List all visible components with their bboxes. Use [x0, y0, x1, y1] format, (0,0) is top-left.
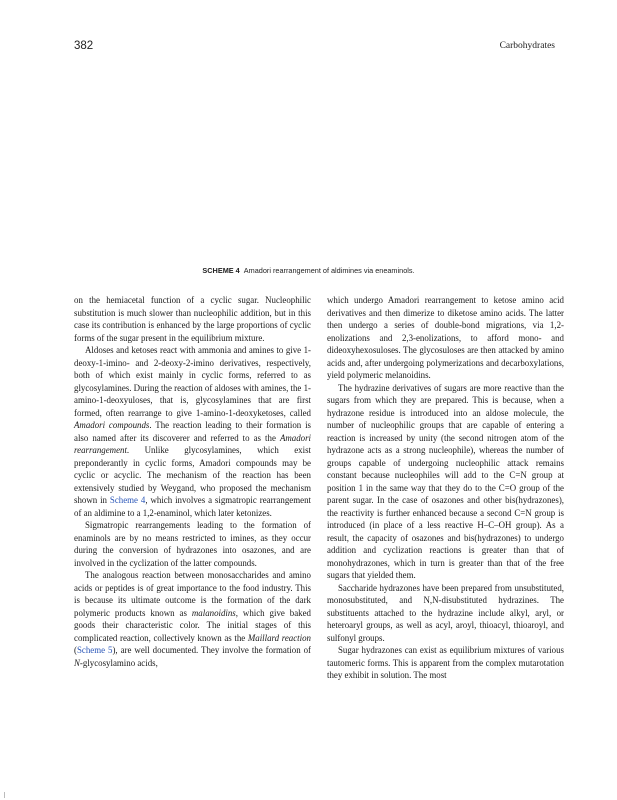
paragraph: Sugar hydrazones can exist as equilibrium mixtures of various tautomeric forms. This is apparent from the complex mutarotation they exhibit in solution. The most — [327, 645, 564, 680]
page-number: 382 — [74, 40, 94, 52]
text-run: ), are well documented. They involve the formation of — [112, 645, 311, 655]
term-malanoidins: malanoidins — [191, 607, 236, 618]
text-run: . Unlike glycosylamines, which exist preponderantly in cyclic forms, Amadori compounds may be cyclic or acyclic. The mechanism of the reaction has been extensively studied by Weygand, who proposed the mechanism shown in — [74, 445, 311, 505]
scheme-4-link[interactable]: Scheme 4 — [109, 495, 146, 505]
paragraph: Saccharide hydrazones have been prepared from unsubstituted, monosubstituted, and N,N-disubstituted hydrazines. The substituents attached to the hydrazine include alkyl, aryl, or heteroaryl groups, as well as acyl, aroyl, thioacyl, thioaroyl, and sulfonyl groups. — [327, 582, 564, 643]
text-run: , which give baked goods their characteristic color. The initial stages of this complicated reaction, collectively known as the — [74, 607, 311, 643]
figure-caption — [0, 266, 617, 275]
caption-text: Amadori rearrangement of aldimines via eneaminols. — [243, 266, 415, 275]
text-run: , which involves a sigmatropic rearrangement of an aldimine to a 1,2-enaminol, which later ketonizes. — [74, 495, 311, 518]
left-column — [74, 294, 311, 669]
text-run: ( — [74, 645, 77, 655]
margin-mark — [4, 792, 5, 798]
paragraph: The hydrazine derivatives of sugars are more reactive than the sugars from which they are prepared. This is because, when a hydrazone residue is introduced into an aldose molecule, the number of nucleophilic groups that are capable of entering a reaction is increased by unity (the second nitrogen atom of the hydrazone acts as a strong nucleophile), whereas the number of groups capable of undergoing nucleophilic attack remains constant because nucleophiles will add to the C=N group at position 1 in the same way that they do to the C=O group of the parent sugar. In the case of osazones and other bis(hydrazones), the reactivity is further enhanced because a second C=N group is introduced (in place of a less reactive H–C–OH group). As a result, the capacity of osazones and bis(hydrazones) to undergo addition and cyclization reactions is greater than that of monohydrazones, which in turn is greater than that of the free sugars that yielded them. — [327, 382, 564, 580]
right-column — [327, 294, 564, 682]
paragraph: on the hemiacetal function of a cyclic sugar. Nucleophilic substitution is much slower than nucleophilic addition, but in this case its contribution is enhanced by the large proportions of cyclic forms of the sugar present in the equilibrium mixture. — [74, 295, 311, 343]
paragraph — [74, 344, 311, 519]
term-n-prefix: N — [74, 657, 80, 668]
caption-label: SCHEME 4 — [202, 266, 240, 275]
running-head: Carbohydrates — [499, 41, 555, 51]
scheme-5-link[interactable]: Scheme 5 — [76, 645, 113, 655]
text-run: Aldoses and ketoses react with ammonia and amines to give 1-deoxy-1-imino- and 2-deoxy-2-imino derivatives, respectively, both of which exist mainly in cyclic forms, referred to as glycosylamines. During the reaction of aldoses with amines, the 1-amino-1-deoxyuloses, that is, glycosylamines that are first formed, often rearrange to give 1-amino-1-deoxyketoses, called — [74, 345, 311, 418]
paragraph: which undergo Amadori rearrangement to ketose amino acid derivatives and then dimerize to diketose amino acids. The latter then undergo a series of double-bond migrations, via 1,2-enolizations and 2,3-enolizations, to afford mono- and dideoxyhexosuloses. The glycosuloses are then attacked by amino acids and, after undergoing polymerizations and decarboxylations, yield polymeric melanoidins. — [327, 295, 564, 380]
paragraph: Sigmatropic rearrangements leading to the formation of enaminols are by no means restricted to imines, as they occur during the conversion of hydrazones into osazones, and are involved in the cyclization of the latter compounds. — [74, 520, 311, 568]
scheme-figure-area — [74, 60, 556, 260]
text-run: -glycosylamino acids, — [79, 657, 158, 668]
text-run: . The reaction leading to their formation is also named after its discoverer and referred to as the — [74, 420, 311, 443]
paragraph — [74, 569, 311, 669]
term-amadori-rearrangement: Amadori rearrangement — [74, 432, 311, 455]
term-maillard-reaction: Maillard reaction — [247, 632, 311, 643]
term-amadori-compounds: Amadori compounds — [74, 420, 150, 430]
text-run: The analogous reaction between monosaccharides and amino acids or peptides is of great importance to the food industry. This is because its ultimate outcome is the formation of the dark polymeric products known as — [74, 570, 311, 618]
